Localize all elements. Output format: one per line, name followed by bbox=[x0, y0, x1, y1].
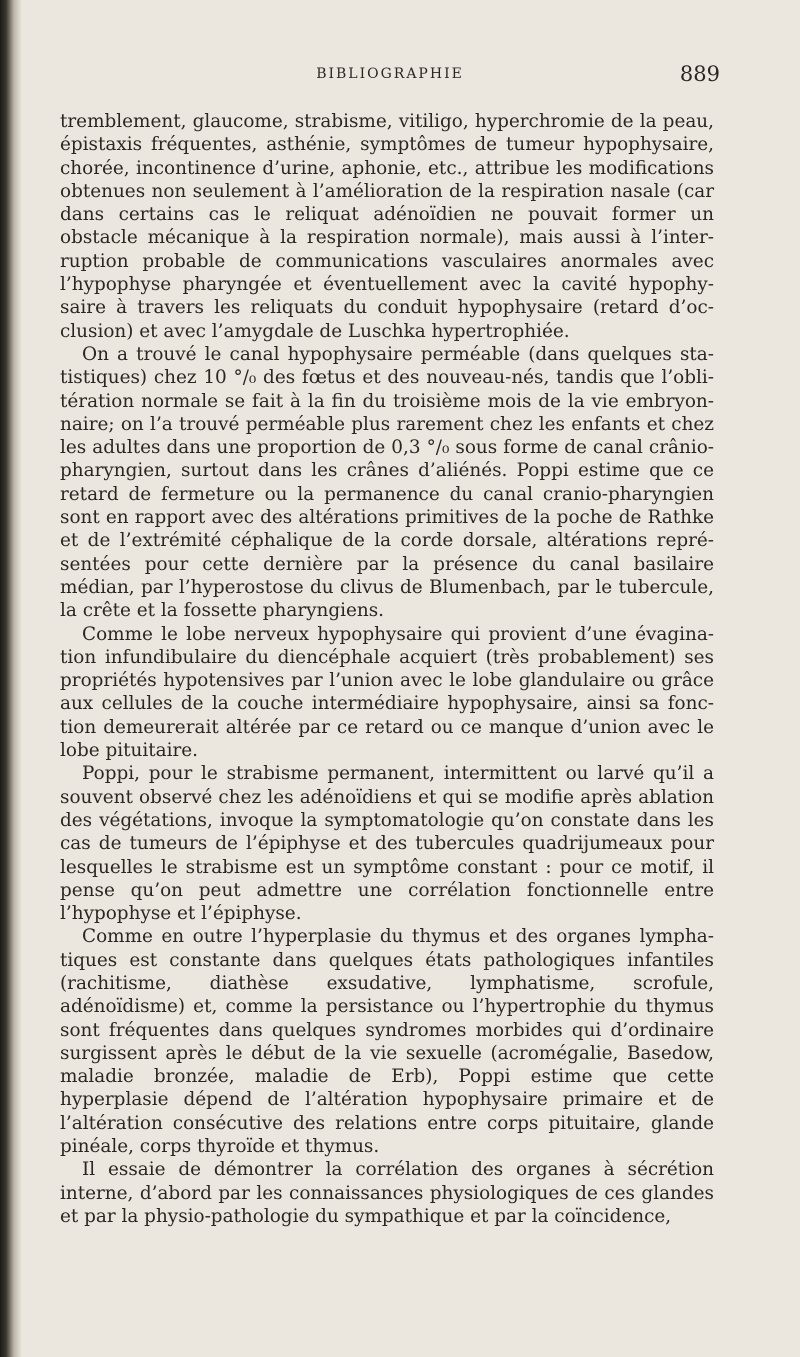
running-title: BIBLIOGRAPHIE bbox=[316, 66, 464, 82]
paragraph-4: Poppi, pour le strabisme permanent, intermittent ou larvé qu’il a souvent observé chez les adénoïdiens et qui se modifie après ablation des végétations, invoque la symptomatologie qu’on constate dans les cas de tumeurs de l’épiphyse et des tubercules quadrijumeaux pour lesquelles le strabisme est un symptôme constant : pour ce motif, il pense qu’on peut admettre une corrélation fonctionnelle entre l’hypophyse et l’épiphyse. bbox=[60, 763, 714, 925]
page-header bbox=[60, 62, 720, 92]
book-spine-shadow bbox=[0, 0, 22, 1357]
body-text bbox=[60, 110, 714, 1228]
paragraph-5: Comme en outre l’hyperplasie du thymus et des organes lymphatiques est constante dans quelques états pathologiques infantiles (rachitisme, diathèse exsudative, lymphatisme, scrofule, adénoïdisme) et, comme la persistance ou l’hypertrophie du thymus sont fréquentes dans quelques syndromes morbides qui d’ordinaire surgissent après le début de la vie sexuelle (acromégalie, Basedow, maladie bronzée, maladie de Erb), Poppi estime que cette hyperplasie dépend de l’altération hypophysaire primaire et de l’altération consécutive des relations entre corps pituitaire, glande pinéale, corps thyroïde et thymus. bbox=[60, 926, 714, 1158]
paragraph-1: tremblement, glaucome, strabisme, vitiligo, hyperchromie de la peau, épistaxis fréquentes, asthénie, symptômes de tumeur hypophysaire, chorée, incontinence d’urine, aphonie, etc., attribue les modifications obtenues non seulement à l’amélioration de la respiration nasale (car dans certains cas le reliquat adénoïdien ne pouvait former un obstacle mécanique à la respiration normale), mais aussi à l’interruption probable de communications vasculaires anormales avec l’hypophyse pharyngée et éventuellement avec la cavité hypophysaire à travers les reliquats du conduit hypophysaire (retard d’occlusion) et avec l’amygdale de Luschka hypertrophiée. bbox=[60, 111, 714, 342]
paragraph-2: On a trouvé le canal hypophysaire perméable (dans quelques statistiques) chez 10 °/₀ des fœtus et des nouveau-nés, tandis que l’oblitération normale se fait à la fin du troisième mois de la vie embryonnaire; on l’a trouvé perméable plus rarement chez les enfants et chez les adultes dans une proportion de 0,3 °/₀ sous forme de canal crânio-pharyngien, surtout dans les crânes d’aliénés. Poppi estime que ce retard de fermeture ou la permanence du canal cranio-pharyngien sont en rapport avec des altérations primitives de la poche de Rathke et de l’extrémité céphalique de la corde dorsale, altérations représentées pour cette dernière par la présence du canal basilaire médian, par l’hyperostose du clivus de Blumenbach, par le tubercule, la crête et la fossette pharyngiens. bbox=[60, 343, 714, 622]
page-number: 889 bbox=[679, 62, 720, 86]
paragraph-6: Il essaie de démontrer la corrélation des organes à sécrétion interne, d’abord par les connaissances physiologiques de ces glandes et par la physio-pathologie du sympathique et par la coïncidence, bbox=[60, 1159, 714, 1227]
paragraph-3: Comme le lobe nerveux hypophysaire qui provient d’une évagination infundibulaire du diencéphale acquiert (très probablement) ses propriétés hypotensives par l’union avec le lobe glandulaire ou grâce aux cellules de la couche intermédiaire hypophysaire, ainsi sa fonction demeurerait altérée par ce retard ou ce manque d’union avec le lobe pituitaire. bbox=[60, 623, 714, 762]
